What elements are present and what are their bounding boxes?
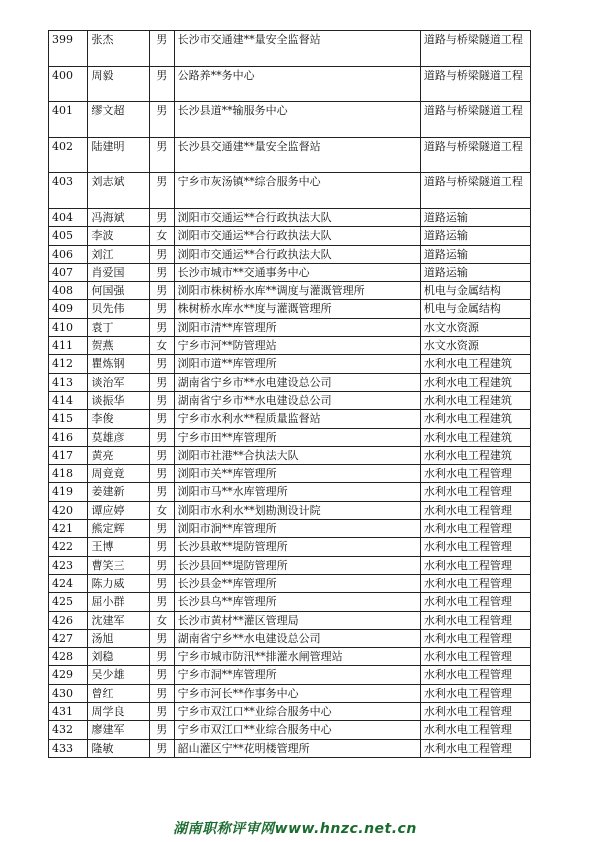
- person-name-cell: 缪文超: [88, 102, 149, 138]
- specialty-cell: 水利水电工程建筑: [420, 410, 530, 428]
- person-name-cell: 李波: [88, 227, 149, 245]
- specialty-cell: 水利水电工程管理: [420, 465, 530, 483]
- row-number-cell: 409: [49, 300, 88, 318]
- gender-cell: 男: [149, 574, 174, 592]
- row-number-cell: 414: [49, 391, 88, 409]
- person-name-cell: 黄亮: [88, 446, 149, 464]
- table-row: [49, 337, 531, 355]
- person-name-cell: 廖建军: [88, 721, 149, 739]
- gender-cell: 男: [149, 137, 174, 173]
- roster-table-container: [48, 30, 531, 758]
- person-name-cell: 刘稳: [88, 648, 149, 666]
- gender-cell: 男: [149, 391, 174, 409]
- row-number-cell: 418: [49, 465, 88, 483]
- row-number-cell: 405: [49, 227, 88, 245]
- specialty-cell: 道路运输: [420, 227, 530, 245]
- row-number-cell: 400: [49, 66, 88, 102]
- work-unit-cell: 韶山灌区宁**花明楼管理所: [174, 739, 420, 757]
- person-name-cell: 隆敏: [88, 739, 149, 757]
- specialty-cell: 道路与桥梁隧道工程: [420, 31, 530, 67]
- person-name-cell: 刘志斌: [88, 173, 149, 209]
- work-unit-cell: 宁乡市城市防汛**排灌水闸管理站: [174, 648, 420, 666]
- table-row: [49, 684, 531, 702]
- work-unit-cell: 浏阳市交通运**合行政执法大队: [174, 208, 420, 226]
- table-row: [49, 31, 531, 67]
- gender-cell: 女: [149, 337, 174, 355]
- gender-cell: 男: [149, 102, 174, 138]
- specialty-cell: 水利水电工程建筑: [420, 391, 530, 409]
- gender-cell: 男: [149, 66, 174, 102]
- row-number-cell: 430: [49, 684, 88, 702]
- roster-table-body: [49, 31, 531, 758]
- gender-cell: 男: [149, 465, 174, 483]
- table-row: [49, 373, 531, 391]
- gender-cell: 男: [149, 483, 174, 501]
- row-number-cell: 424: [49, 574, 88, 592]
- row-number-cell: 416: [49, 428, 88, 446]
- work-unit-cell: 浏阳市道**库管理所: [174, 355, 420, 373]
- gender-cell: 男: [149, 300, 174, 318]
- specialty-cell: 机电与金属结构: [420, 282, 530, 300]
- row-number-cell: 406: [49, 245, 88, 263]
- row-number-cell: 425: [49, 593, 88, 611]
- work-unit-cell: 宁乡市水利水**程质量监督站: [174, 410, 420, 428]
- gender-cell: 男: [149, 702, 174, 720]
- specialty-cell: 水利水电工程管理: [420, 593, 530, 611]
- table-row: [49, 137, 531, 173]
- person-name-cell: 莫雄彦: [88, 428, 149, 446]
- table-row: [49, 556, 531, 574]
- gender-cell: 男: [149, 373, 174, 391]
- person-name-cell: 陈力威: [88, 574, 149, 592]
- table-row: [49, 282, 531, 300]
- gender-cell: 女: [149, 611, 174, 629]
- table-row: [49, 574, 531, 592]
- row-number-cell: 433: [49, 739, 88, 757]
- person-name-cell: 瞿炼钢: [88, 355, 149, 373]
- work-unit-cell: 浏阳市水利水**划勘测设计院: [174, 501, 420, 519]
- specialty-cell: 水利水电工程管理: [420, 684, 530, 702]
- work-unit-cell: 宁乡市洞**库管理所: [174, 666, 420, 684]
- table-row: [49, 428, 531, 446]
- person-name-cell: 陆建明: [88, 137, 149, 173]
- gender-cell: 男: [149, 556, 174, 574]
- row-number-cell: 427: [49, 629, 88, 647]
- table-row: [49, 501, 531, 519]
- specialty-cell: 水文水资源: [420, 318, 530, 336]
- work-unit-cell: 湖南省宁乡市**水电建设总公司: [174, 373, 420, 391]
- specialty-cell: 水利水电工程建筑: [420, 428, 530, 446]
- work-unit-cell: 浏阳市涧**库管理所: [174, 520, 420, 538]
- specialty-cell: 机电与金属结构: [420, 300, 530, 318]
- table-row: [49, 465, 531, 483]
- specialty-cell: 水利水电工程管理: [420, 483, 530, 501]
- person-name-cell: 周毅: [88, 66, 149, 102]
- person-name-cell: 王博: [88, 538, 149, 556]
- table-row: [49, 66, 531, 102]
- person-name-cell: 谭应婷: [88, 501, 149, 519]
- table-row: [49, 739, 531, 757]
- person-name-cell: 张杰: [88, 31, 149, 67]
- work-unit-cell: 长沙县金**库管理所: [174, 574, 420, 592]
- work-unit-cell: 长沙县乌**库管理所: [174, 593, 420, 611]
- table-row: [49, 538, 531, 556]
- table-row: [49, 227, 531, 245]
- specialty-cell: 水文水资源: [420, 337, 530, 355]
- specialty-cell: 道路与桥梁隧道工程: [420, 173, 530, 209]
- gender-cell: 男: [149, 410, 174, 428]
- specialty-cell: 水利水电工程管理: [420, 702, 530, 720]
- row-number-cell: 423: [49, 556, 88, 574]
- gender-cell: 女: [149, 227, 174, 245]
- person-name-cell: 汤旭: [88, 629, 149, 647]
- specialty-cell: 水利水电工程管理: [420, 648, 530, 666]
- gender-cell: 男: [149, 629, 174, 647]
- table-row: [49, 208, 531, 226]
- gender-cell: 男: [149, 684, 174, 702]
- specialty-cell: 水利水电工程管理: [420, 520, 530, 538]
- person-name-cell: 曾红: [88, 684, 149, 702]
- work-unit-cell: 长沙市黄材**灌区管理局: [174, 611, 420, 629]
- watermark-footer: 湖南职称评审网www.hnzc.net.cn: [173, 821, 417, 837]
- table-row: [49, 593, 531, 611]
- table-row: [49, 611, 531, 629]
- gender-cell: 男: [149, 538, 174, 556]
- row-number-cell: 426: [49, 611, 88, 629]
- gender-cell: 男: [149, 520, 174, 538]
- row-number-cell: 415: [49, 410, 88, 428]
- row-number-cell: 417: [49, 446, 88, 464]
- gender-cell: 男: [149, 355, 174, 373]
- person-name-cell: 屈小群: [88, 593, 149, 611]
- specialty-cell: 水利水电工程管理: [420, 556, 530, 574]
- work-unit-cell: 长沙县道**输服务中心: [174, 102, 420, 138]
- specialty-cell: 道路运输: [420, 245, 530, 263]
- work-unit-cell: 湖南省宁乡**水电建设总公司: [174, 629, 420, 647]
- row-number-cell: 411: [49, 337, 88, 355]
- table-row: [49, 263, 531, 281]
- gender-cell: 男: [149, 245, 174, 263]
- work-unit-cell: 长沙市交通建**量安全监督站: [174, 31, 420, 67]
- table-row: [49, 446, 531, 464]
- row-number-cell: 399: [49, 31, 88, 67]
- gender-cell: 男: [149, 428, 174, 446]
- gender-cell: 男: [149, 282, 174, 300]
- specialty-cell: 水利水电工程管理: [420, 538, 530, 556]
- row-number-cell: 408: [49, 282, 88, 300]
- gender-cell: 男: [149, 173, 174, 209]
- specialty-cell: 道路与桥梁隧道工程: [420, 102, 530, 138]
- row-number-cell: 432: [49, 721, 88, 739]
- work-unit-cell: 长沙县敢**堤防管理所: [174, 538, 420, 556]
- gender-cell: 男: [149, 648, 174, 666]
- person-name-cell: 熊定辉: [88, 520, 149, 538]
- work-unit-cell: 宁乡市河长**作事务中心: [174, 684, 420, 702]
- gender-cell: 男: [149, 593, 174, 611]
- specialty-cell: 水利水电工程管理: [420, 501, 530, 519]
- work-unit-cell: 长沙县交通建**量安全监督站: [174, 137, 420, 173]
- table-row: [49, 721, 531, 739]
- row-number-cell: 429: [49, 666, 88, 684]
- row-number-cell: 410: [49, 318, 88, 336]
- specialty-cell: 水利水电工程管理: [420, 666, 530, 684]
- person-name-cell: 周学良: [88, 702, 149, 720]
- row-number-cell: 419: [49, 483, 88, 501]
- table-row: [49, 648, 531, 666]
- person-name-cell: 谈治军: [88, 373, 149, 391]
- person-name-cell: 何国强: [88, 282, 149, 300]
- person-name-cell: 肖爱国: [88, 263, 149, 281]
- table-row: [49, 245, 531, 263]
- gender-cell: 女: [149, 501, 174, 519]
- person-name-cell: 李俊: [88, 410, 149, 428]
- specialty-cell: 水利水电工程管理: [420, 739, 530, 757]
- work-unit-cell: 宁乡市河**防管理站: [174, 337, 420, 355]
- work-unit-cell: 宁乡市田**库管理所: [174, 428, 420, 446]
- specialty-cell: 水利水电工程管理: [420, 574, 530, 592]
- person-name-cell: 沈建军: [88, 611, 149, 629]
- work-unit-cell: 浏阳市关**库管理所: [174, 465, 420, 483]
- table-row: [49, 300, 531, 318]
- work-unit-cell: 湖南省宁乡市**水电建设总公司: [174, 391, 420, 409]
- work-unit-cell: 宁乡市灰汤镇**综合服务中心: [174, 173, 420, 209]
- row-number-cell: 404: [49, 208, 88, 226]
- table-row: [49, 102, 531, 138]
- work-unit-cell: 浏阳市株树桥水库**调度与灌溉管理所: [174, 282, 420, 300]
- person-name-cell: 姜建新: [88, 483, 149, 501]
- row-number-cell: 403: [49, 173, 88, 209]
- person-name-cell: 谈振华: [88, 391, 149, 409]
- row-number-cell: 413: [49, 373, 88, 391]
- row-number-cell: 421: [49, 520, 88, 538]
- person-name-cell: 刘江: [88, 245, 149, 263]
- specialty-cell: 水利水电工程建筑: [420, 446, 530, 464]
- specialty-cell: 道路与桥梁隧道工程: [420, 66, 530, 102]
- row-number-cell: 422: [49, 538, 88, 556]
- gender-cell: 男: [149, 721, 174, 739]
- table-row: [49, 410, 531, 428]
- table-row: [49, 355, 531, 373]
- specialty-cell: 水利水电工程管理: [420, 721, 530, 739]
- person-name-cell: 贝先伟: [88, 300, 149, 318]
- work-unit-cell: 浏阳市交通运**合行政执法大队: [174, 227, 420, 245]
- person-name-cell: 周竟竟: [88, 465, 149, 483]
- gender-cell: 男: [149, 208, 174, 226]
- work-unit-cell: 株树桥水库水**度与灌溉管理所: [174, 300, 420, 318]
- person-name-cell: 贺燕: [88, 337, 149, 355]
- row-number-cell: 420: [49, 501, 88, 519]
- row-number-cell: 431: [49, 702, 88, 720]
- gender-cell: 男: [149, 739, 174, 757]
- gender-cell: 男: [149, 31, 174, 67]
- specialty-cell: 道路运输: [420, 263, 530, 281]
- row-number-cell: 412: [49, 355, 88, 373]
- gender-cell: 男: [149, 666, 174, 684]
- specialty-cell: 水利水电工程管理: [420, 611, 530, 629]
- table-row: [49, 173, 531, 209]
- table-row: [49, 483, 531, 501]
- table-row: [49, 391, 531, 409]
- specialty-cell: 水利水电工程建筑: [420, 355, 530, 373]
- specialty-cell: 道路与桥梁隧道工程: [420, 137, 530, 173]
- work-unit-cell: 浏阳市清**库管理所: [174, 318, 420, 336]
- work-unit-cell: 长沙县回**堤防管理所: [174, 556, 420, 574]
- row-number-cell: 407: [49, 263, 88, 281]
- gender-cell: 男: [149, 263, 174, 281]
- person-name-cell: 吴少雄: [88, 666, 149, 684]
- work-unit-cell: 长沙市城市**交通事务中心: [174, 263, 420, 281]
- gender-cell: 男: [149, 318, 174, 336]
- gender-cell: 男: [149, 446, 174, 464]
- specialty-cell: 水利水电工程建筑: [420, 373, 530, 391]
- work-unit-cell: 公路养**务中心: [174, 66, 420, 102]
- work-unit-cell: 浏阳市社港**合执法大队: [174, 446, 420, 464]
- person-name-cell: 曹笑三: [88, 556, 149, 574]
- row-number-cell: 428: [49, 648, 88, 666]
- table-row: [49, 666, 531, 684]
- table-row: [49, 702, 531, 720]
- work-unit-cell: 浏阳市马**水库管理所: [174, 483, 420, 501]
- roster-table: [48, 30, 531, 758]
- table-row: [49, 629, 531, 647]
- work-unit-cell: 宁乡市双江口**业综合服务中心: [174, 702, 420, 720]
- row-number-cell: 402: [49, 137, 88, 173]
- person-name-cell: 冯海斌: [88, 208, 149, 226]
- table-row: [49, 520, 531, 538]
- specialty-cell: 道路运输: [420, 208, 530, 226]
- person-name-cell: 袁丁: [88, 318, 149, 336]
- work-unit-cell: 浏阳市交通运**合行政执法大队: [174, 245, 420, 263]
- specialty-cell: 水利水电工程管理: [420, 629, 530, 647]
- table-row: [49, 318, 531, 336]
- work-unit-cell: 宁乡市双江口**业综合服务中心: [174, 721, 420, 739]
- row-number-cell: 401: [49, 102, 88, 138]
